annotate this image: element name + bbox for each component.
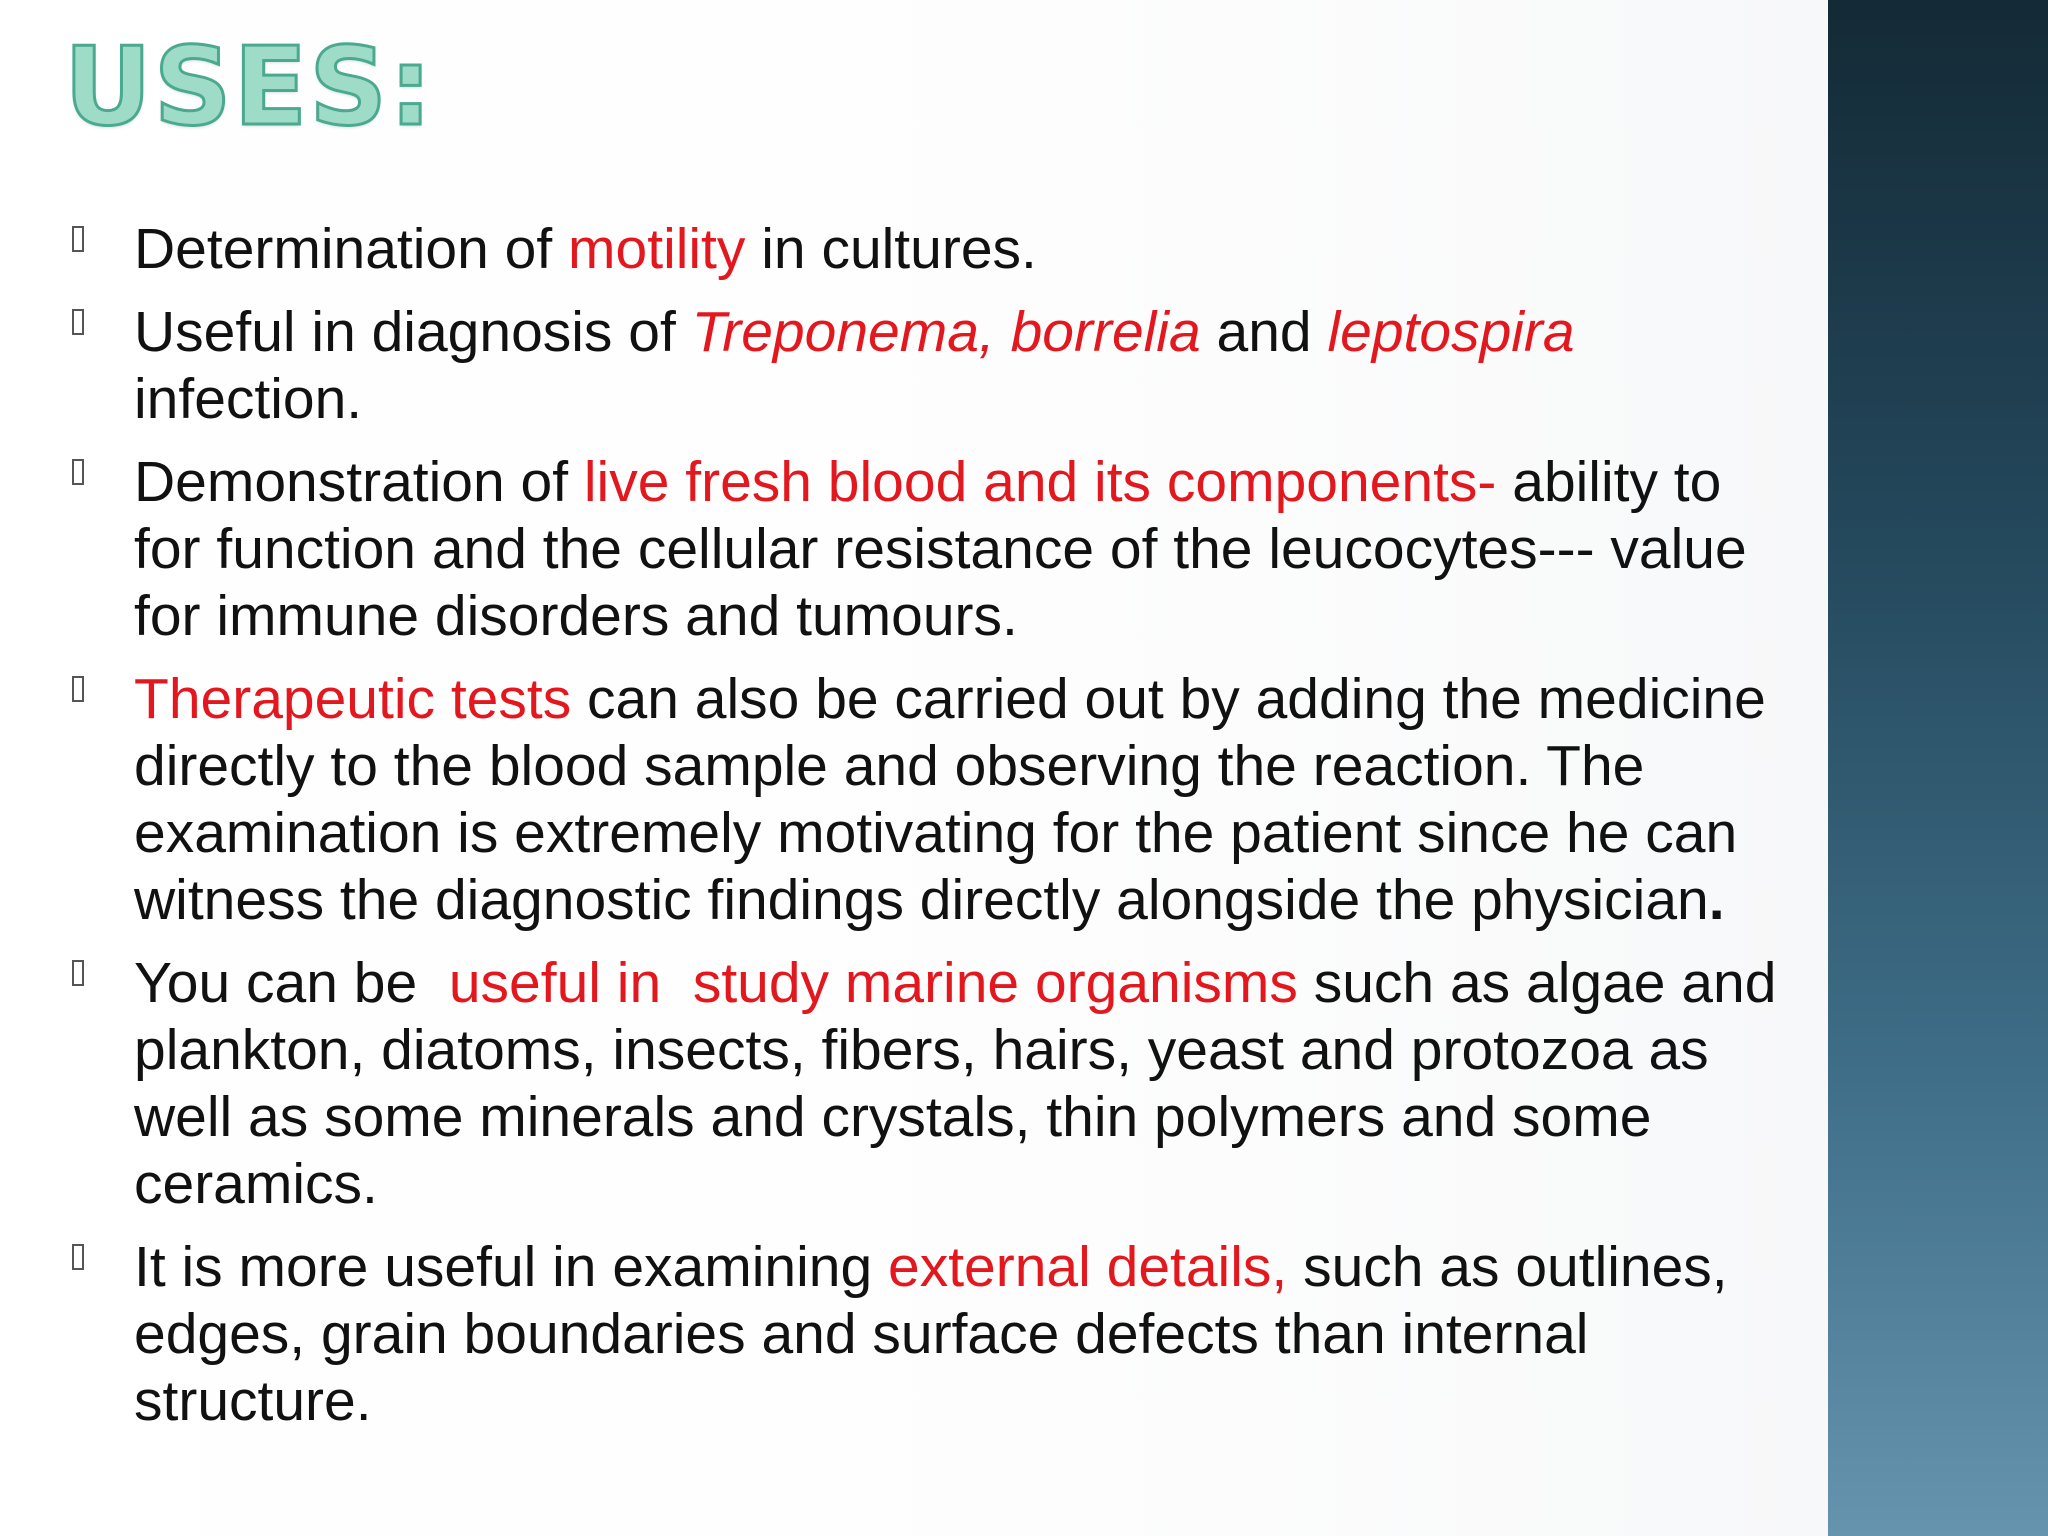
bullet-text: You can be xyxy=(134,951,449,1015)
bullet-text: It is more useful in examining xyxy=(134,1235,888,1299)
decorative-side-band xyxy=(1828,0,2048,1536)
bullet-text: ability to for function and the cellular resistance of the leucocytes--- value for immune disorders and tumours. xyxy=(134,450,1747,648)
bullet-text: can also be carried out by adding the medicine directly to the blood sample and observing the reaction. The examination is extremely motivating for the patient since he can witness the diagnostic findings directly alongside the physician xyxy=(134,667,1766,932)
bullet-item-motility xyxy=(72,216,1792,283)
bullet-item-diagnosis xyxy=(72,299,1792,433)
bullet-text: in cultures. xyxy=(745,217,1037,281)
bullet-item-therapeutic-tests xyxy=(72,666,1792,934)
highlight-text: motility xyxy=(568,217,746,281)
square-bullet-icon xyxy=(72,960,84,986)
square-bullet-icon xyxy=(72,226,84,252)
bullet-text: Useful in diagnosis of xyxy=(134,300,692,364)
bullet-text: and xyxy=(1200,300,1328,364)
bullet-item-external-details xyxy=(72,1234,1792,1435)
bullet-text: Determination of xyxy=(134,217,569,281)
square-bullet-icon xyxy=(72,309,84,335)
uses-bullet-list xyxy=(72,216,1792,1451)
bullet-text: such as algae and plankton, diatoms, insects, fibers, hairs, yeast and protozoa as well as some minerals and crystals, thin polymers and some ceramics. xyxy=(134,951,1777,1216)
highlight-text: external details, xyxy=(888,1235,1288,1299)
square-bullet-icon xyxy=(72,459,84,485)
highlight-text: Therapeutic tests xyxy=(134,667,572,731)
square-bullet-icon xyxy=(72,1244,84,1270)
bullet-item-marine-organisms xyxy=(72,950,1792,1218)
bullet-text: . xyxy=(1708,868,1725,932)
highlight-text: useful in study marine organisms xyxy=(448,951,1298,1015)
highlight-text: live fresh blood and its components- xyxy=(583,450,1497,514)
slide-title: USES: xyxy=(64,25,435,150)
bullet-text: such as outlines, edges, grain boundaries and surface defects than internal structure. xyxy=(134,1235,1728,1433)
bullet-text: infection. xyxy=(134,367,363,431)
bullet-item-live-blood xyxy=(72,449,1792,650)
highlight-text: leptospira xyxy=(1327,300,1575,364)
square-bullet-icon xyxy=(72,676,84,702)
bullet-text: Demonstration of xyxy=(134,450,584,514)
highlight-text: Treponema, borrelia xyxy=(691,300,1201,364)
